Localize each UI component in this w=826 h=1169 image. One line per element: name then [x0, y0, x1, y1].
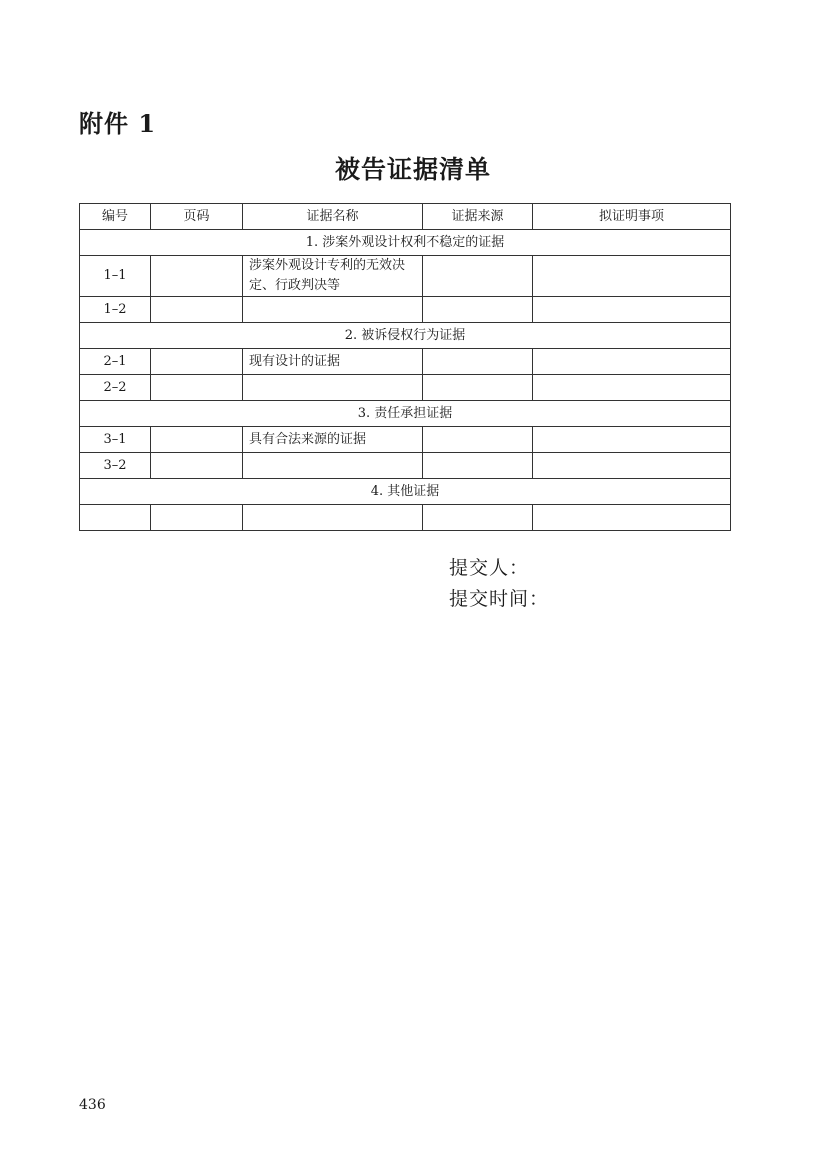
table-row: [80, 453, 731, 479]
section-title: 4. 其他证据: [80, 479, 731, 505]
cell-page: [151, 297, 243, 323]
cell-number: 1–1: [80, 256, 151, 297]
table-row: [80, 505, 731, 531]
col-header-purpose: 拟证明事项: [533, 204, 731, 230]
cell-purpose: [533, 256, 731, 297]
section-title: 3. 责任承担证据: [80, 401, 731, 427]
section-row: [80, 479, 731, 505]
cell-page: [151, 427, 243, 453]
section-row: [80, 401, 731, 427]
cell-evidence-source: [423, 375, 533, 401]
attachment-label: 附件 1: [79, 109, 157, 138]
table-row: [80, 297, 731, 323]
col-header-page: 页码: [151, 204, 243, 230]
cell-page: [151, 453, 243, 479]
submitter-label: 提交人：: [449, 557, 530, 579]
cell-number: 1–2: [80, 297, 151, 323]
cell-purpose: [533, 453, 731, 479]
cell-evidence-source: [423, 427, 533, 453]
cell-evidence-name: [243, 505, 423, 531]
table-row: [80, 427, 731, 453]
cell-evidence-source: [423, 256, 533, 297]
cell-evidence-name: [243, 375, 423, 401]
col-header-evidence-source: 证据来源: [423, 204, 533, 230]
section-title: 2. 被诉侵权行为证据: [80, 323, 731, 349]
cell-evidence-name: [243, 297, 423, 323]
cell-evidence-name: 现有设计的证据: [243, 349, 423, 375]
cell-page: [151, 256, 243, 297]
table-row: [80, 256, 731, 297]
cell-evidence-source: [423, 453, 533, 479]
cell-number: 3–2: [80, 453, 151, 479]
cell-purpose: [533, 349, 731, 375]
section-row: [80, 230, 731, 256]
cell-page: [151, 349, 243, 375]
page-title: 被告证据清单: [334, 155, 491, 184]
section-row: [80, 323, 731, 349]
cell-number: 2–2: [80, 375, 151, 401]
section-title: 1. 涉案外观设计权利不稳定的证据: [80, 230, 731, 256]
table-row: [80, 349, 731, 375]
cell-page: [151, 505, 243, 531]
cell-number: 3–1: [80, 427, 151, 453]
cell-evidence-name: 涉案外观设计专利的无效决定、行政判决等: [243, 256, 423, 297]
submit-time-label: 提交时间：: [449, 588, 550, 610]
cell-evidence-name: [243, 453, 423, 479]
cell-number: [80, 505, 151, 531]
table-header-row: [80, 204, 731, 230]
col-header-number: 编号: [80, 204, 151, 230]
col-header-evidence-name: 证据名称: [243, 204, 423, 230]
cell-purpose: [533, 297, 731, 323]
cell-purpose: [533, 505, 731, 531]
page-number: 436: [79, 1097, 106, 1113]
cell-evidence-source: [423, 349, 533, 375]
cell-page: [151, 375, 243, 401]
cell-purpose: [533, 427, 731, 453]
cell-number: 2–1: [80, 349, 151, 375]
cell-evidence-source: [423, 297, 533, 323]
evidence-table: [79, 203, 731, 531]
cell-evidence-source: [423, 505, 533, 531]
cell-evidence-name: 具有合法来源的证据: [243, 427, 423, 453]
table-row: [80, 375, 731, 401]
cell-purpose: [533, 375, 731, 401]
